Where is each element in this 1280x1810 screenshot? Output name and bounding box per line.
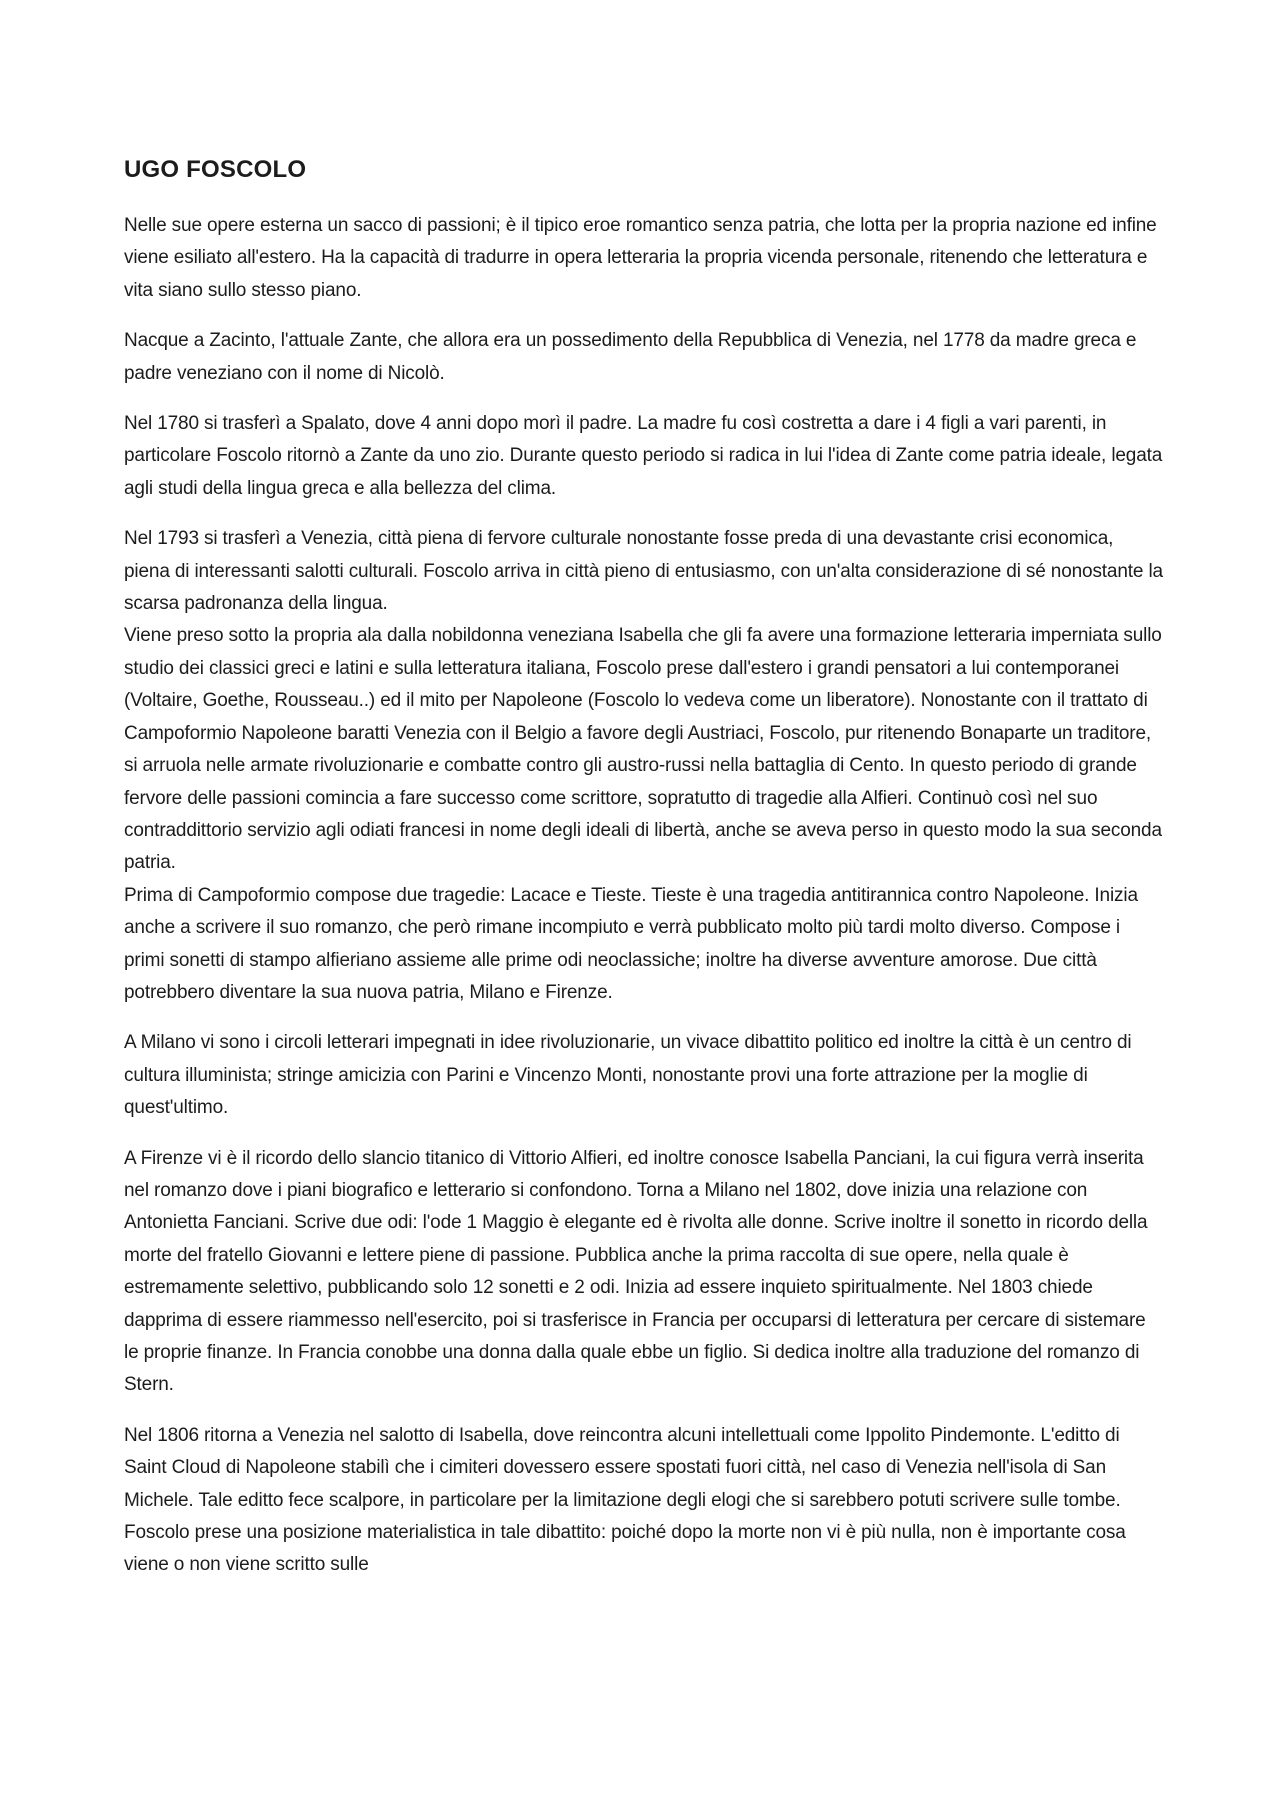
document-title: UGO FOSCOLO — [124, 156, 307, 183]
paragraph-spalato: Nel 1780 si trasferì a Spalato, dove 4 anni dopo morì il padre. La madre fu così costretta a dare i 4 figli a vari parenti, in particolare Foscolo ritornò a Zante da uno zio. Durante questo periodo si radica in lui l'idea di Zante come patria ideale, legata agli studi della lingua greca e alla bellezza del clima. — [124, 413, 1163, 499]
paragraph-1806: Nel 1806 ritorna a Venezia nel salotto di Isabella, dove reincontra alcuni intellettuali come Ippolito Pindemonte. L'editto di Saint Cloud di Napoleone stabilì che i cimiteri dovessero essere spostati fuori città, nel caso di Venezia nell'isola di San Michele. Tale editto fece scalpore, in particolare per la limitazione degli elogi che si sarebbero potuti scrivere sulle tombe. Foscolo prese una posizione materialistica in tale dibattito: poiché dopo la morte non vi è più nulla, non è importante cosa viene o non viene scritto sulle — [124, 1424, 1126, 1576]
paragraph-intro: Nelle sue opere esterna un sacco di passioni; è il tipico eroe romantico senza patria, che lotta per la propria nazione ed infine viene esiliato all'estero. Ha la capacità di tradurre in opera letteraria la propria vicenda personale, ritenendo che letteratura e vita siano sullo stesso piano. — [124, 215, 1157, 301]
document-page — [124, 140, 1164, 1600]
paragraph-campoformio: Prima di Campoformio compose due tragedie: Lacace e Tieste. Tieste è una tragedia antitirannica contro Napoleone. Inizia anche a scrivere il suo romanzo, che però rimane incompiuto e verrà pubblicato molto più tardi molto diverso. Compose i primi sonetti di stampo alfieriano assieme alle prime odi neoclassiche; inoltre ha diverse avventure amorose. Due città potrebbero diventare la sua nuova patria, Milano e Firenze. — [124, 884, 1138, 1003]
paragraph-birth: Nacque a Zacinto, l'attuale Zante, che allora era un possedimento della Repubblica di Venezia, nel 1778 da madre greca e padre veneziano con il nome di Nicolò. — [124, 330, 1137, 384]
paragraph-venezia: Nel 1793 si trasferì a Venezia, città piena di fervore culturale nonostante fosse preda di una devastante crisi economica, piena di interessanti salotti culturali. Foscolo arriva in città pieno di entusiasmo, con un'alta considerazione di sé nonostante la scarsa padronanza della lingua. — [124, 528, 1163, 615]
paragraph-milano: A Milano vi sono i circoli letterari impegnati in idee rivoluzionarie, un vivace dibattito politico ed inoltre la città è un centro di cultura illuminista; stringe amicizia con Parini e Vincenzo Monti, nonostante provi una forte attrazione per la moglie di quest'ultimo. — [124, 1032, 1132, 1119]
paragraph-isabella: Viene preso sotto la propria ala dalla nobildonna veneziana Isabella che gli fa avere una formazione letteraria imperniata sullo studio dei classici greci e latini e sulla letteratura italiana, Foscolo prese dall'estero i grandi pensatori a lui contemporanei (Voltaire, Goethe, Rousseau..) ed il mito per Napoleone (Foscolo lo vedeva come un liberatore). Nonostante con il trattato di Campoformio Napoleone baratti Venezia con il Belgio a favore degli Austriaci, Foscolo, pur ritenendo Bonaparte un traditore, si arruola nelle armate rivoluzionarie e combatte contro gli austro-russi nella battaglia di Cento. In questo periodo di grande fervore delle passioni comincia a fare successo come scrittore, sopratutto di tragedie alla Alfieri. Continuò così nel suo contraddittorio servizio agli odiati francesi in nome degli ideali di libertà, anche se aveva perso in questo modo la sua seconda patria. — [124, 625, 1162, 874]
paragraph-firenze: A Firenze vi è il ricordo dello slancio titanico di Vittorio Alfieri, ed inoltre conosce Isabella Panciani, la cui figura verrà inserita nel romanzo dove i piani biografico e letterario si confondono. Torna a Milano nel 1802, dove inizia una relazione con Antonietta Fanciani. Scrive due odi: l'ode 1 Maggio è elegante ed è rivolta alle donne. Scrive inoltre il sonetto in ricordo della morte del fratello Giovanni e lettere piene di passione. Pubblica anche la prima raccolta di sue opere, nella quale è estremamente selettivo, pubblicando solo 12 sonetti e 2 odi. Inizia ad essere inquieto spiritualmente. Nel 1803 chiede dapprima di essere riammesso nell'esercito, poi si trasferisce in Francia per occuparsi di letteratura per cercare di sistemare le proprie finanze. In Francia conobbe una donna dalla quale ebbe un figlio. Si dedica inoltre alla traduzione del romanzo di Stern. — [124, 1147, 1148, 1396]
